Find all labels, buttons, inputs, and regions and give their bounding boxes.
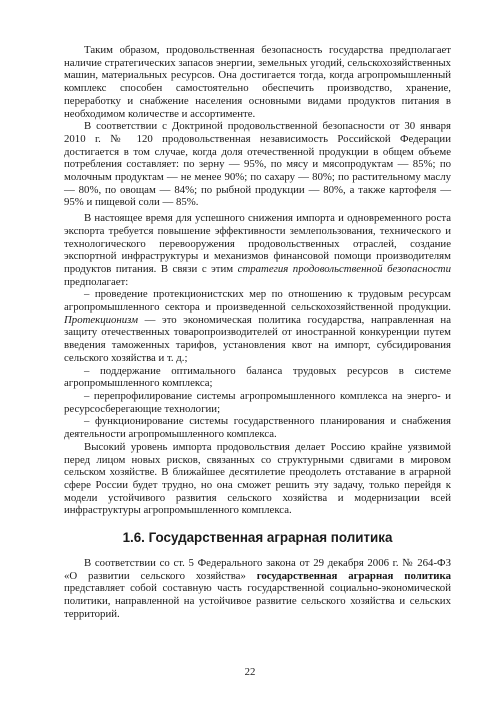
list-item-state-planning: – функционирование системы государственного планирования и снабжения деятельности агропромышленного комплекса. <box>64 415 451 441</box>
paragraph-agrarian-policy-text: В соответствии со ст. 5 Федерального закона от 29 декабря 2006 г. № 264-ФЗ «О развитии сельского хозяйства» <box>64 557 451 582</box>
list-item-protectionist-measures-text: – проведение протекционистских мер по отношению к трудовым ресурсам агропромышленного сектора и произведенной сельскохозяйственной продукции. <box>64 288 451 314</box>
list-item-labor-balance: – поддержание оптимального баланса трудовых ресурсов в системе агропромышленного комплекса; <box>64 364 451 390</box>
list-item-energy-saving: – перепрофилирование системы агропромышленного комплекса на энерго- и ресурсосберегающие технологии; <box>64 389 451 415</box>
paragraph-import-reduction-text: В настоящее время для успешного снижения импорта и одновременного роста экспорта требуется повышение эффективности землепользования, технического и технологического перевооружения продовольственных отраслей, создание экспортной инфраструктуры и механизмов финансовой помощи производителям продуктов питания. В связи с этим <box>64 212 451 275</box>
term-state-agrarian-policy: государственная аграрная политика <box>256 569 451 582</box>
list-item-protectionist-measures <box>64 288 451 364</box>
section-heading: 1.6. Государственная аграрная политика <box>122 530 393 546</box>
body-text <box>64 0 451 621</box>
term-protectionism: Протекционизм <box>64 313 139 326</box>
term-food-security-strategy: стратегия продовольственной безопасности <box>237 262 451 275</box>
paragraph-food-security-definition: Таким образом, продовольственная безопасность государства предполагает наличие стратегических запасов энергии, земельных угодий, сельскохозяйственных машин, материальных ресурсов. Она достигается тогда, когда агропромышленный комплекс способен самостоятельно обеспечить производство, хранение, переработку и снабжение населения основными видами продуктов питания в необходимом количестве и ассортименте. <box>64 44 451 120</box>
paragraph-import-reduction <box>64 212 451 288</box>
protectionism-definition: — это экономическая политика государства, направленная на защиту отечественных товаропроизводителей от иностранной конкуренции путем введения таможенных тарифов, установления квот на импорт, субсидирования сельского хозяйства и т. д.; <box>64 313 451 364</box>
page-number: 22 <box>244 666 256 678</box>
paragraph-agrarian-policy <box>64 557 451 621</box>
paragraph-agrarian-policy-tail: представляет собой составную часть государственной социально-экономической политики, направленной на устойчивое развитие сельского хозяйства и сельских территорий. <box>64 582 451 620</box>
paragraph-doctrine: В соответствии с Доктриной продовольственной безопасности от 30 января 2010 г. № 120 продовольственная независимость Российской Федерации достигается в том случае, когда доля отечественной продукции в общем объеме потребления составляет: по зерну — 95%, по мясу и мясопродуктам — 85%; по молочным продуктам — не менее 90%; по сахару — 80%; по растительному маслу — 80%, по овощам — 84%; по рыбной продукции — 80%, а также картофеля — 95% и пищевой соли — 85%. <box>64 120 451 209</box>
paragraph-import-risks: Высокий уровень импорта продовольствия делает Россию крайне уязвимой перед лицом новых рисков, связанных со структурными сдвигами в мировом сельском хозяйстве. В ближайшее десятилетие преодолеть отставание в аграрной сфере России будет трудно, но она сможет решить эту задачу, только перейдя к модели устойчивого развития сельского хозяйства и модернизации всей инфраструктуры агропромышленного комплекса. <box>64 440 451 517</box>
paragraph-import-reduction-tail: предполагает: <box>64 275 129 288</box>
